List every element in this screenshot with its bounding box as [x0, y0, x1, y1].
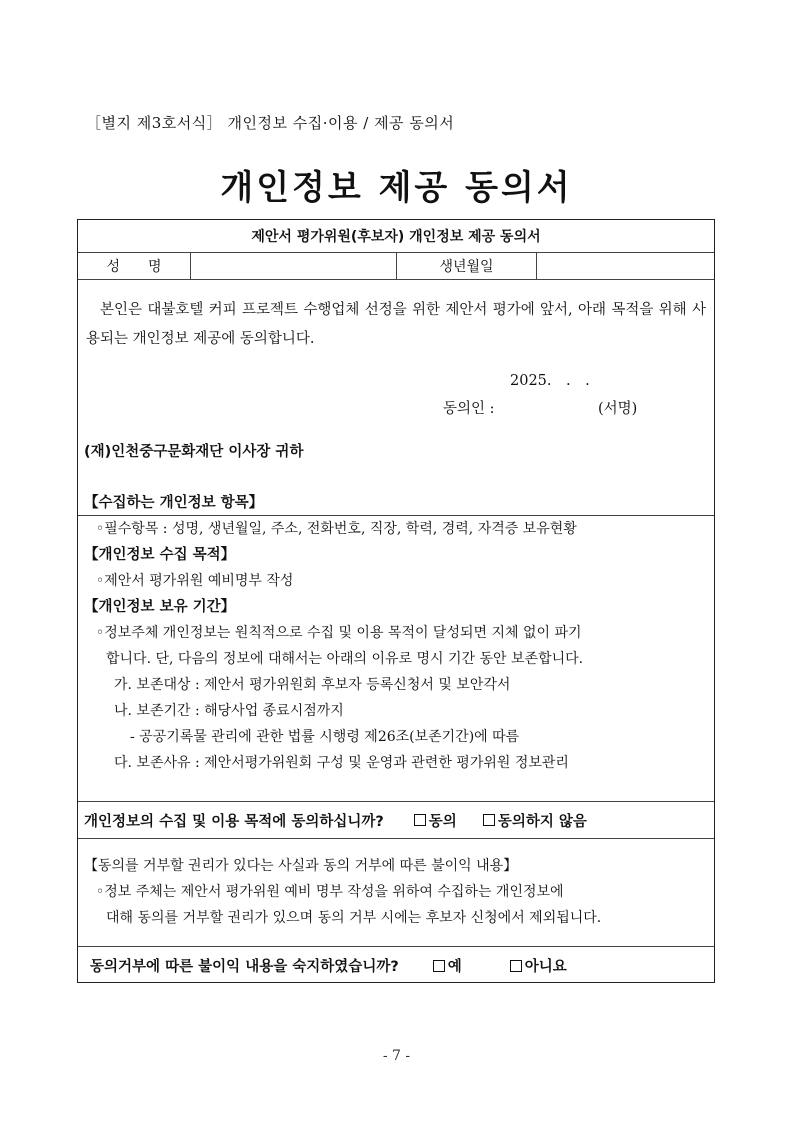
disagree-label: 동의하지 않음	[497, 813, 587, 830]
checkbox-square-icon	[414, 814, 426, 826]
page-number: - 7 -	[382, 1048, 411, 1064]
checkbox-square-icon	[433, 960, 445, 972]
consent-statement: 본인은 대불호텔 커피 프로젝트 수행업체 선정을 위한 제안서 평가에 앞서, 아래 목적을 위해 사용되는 개인정보 제공에 동의합니다.	[86, 302, 706, 347]
disagree-checkbox[interactable]	[483, 810, 587, 831]
retention-item-b: 나. 보존기간 : 해당사업 종료시점까지	[114, 703, 344, 719]
items-heading: 【수집하는 개인정보 항목】	[84, 495, 264, 511]
agree-checkbox[interactable]	[414, 810, 457, 831]
details-section	[78, 456, 714, 802]
retention-item-b-sub: - 공공기록물 관리에 관한 법률 시행령 제26조(보존기간)에 따름	[130, 729, 520, 745]
yes-label: 예	[447, 959, 462, 975]
retention-item-a: 가. 보존대상 : 제안서 평가위원회 후보자 등록신청서 및 보안각서	[114, 677, 511, 693]
refusal-section	[78, 839, 714, 947]
retention-line-2: 합니다. 단, 다음의 정보에 대해서는 아래의 이유로 명시 기간 동안 보존합니다.	[106, 651, 584, 667]
acknowledge-question: 동의거부에 따른 불이익 내용을 숙지하였습니까?	[90, 959, 399, 975]
consent-form	[77, 219, 715, 983]
checkbox-square-icon	[510, 960, 522, 972]
purpose-heading: 【개인정보 수집 목적】	[84, 547, 236, 563]
retention-item-c: 다. 보존사유 : 제안서평가위원회 구성 및 운영과 관련한 평가위원 정보관리	[114, 755, 569, 771]
date-field[interactable]: 2025. . .	[510, 373, 590, 389]
retention-heading: 【개인정보 보유 기간】	[84, 599, 236, 615]
consent-question: 개인정보의 수집 및 이용 목적에 동의하십니까?	[84, 813, 384, 830]
checkbox-square-icon	[483, 814, 495, 826]
consent-question-row	[78, 802, 714, 839]
birth-field[interactable]	[537, 253, 714, 279]
birth-label: 생년월일	[397, 253, 537, 279]
refusal-line-1: ◦정보 주체는 제안서 평가위원 예비 명부 작성을 위하여 수집하는 개인정보에	[96, 884, 564, 900]
signature-field[interactable]: (서명)	[598, 401, 638, 417]
refusal-heading: 【동의를 거부할 권리가 있다는 사실과 동의 거부에 따른 불이익 내용】	[84, 858, 518, 874]
no-checkbox[interactable]	[510, 955, 567, 976]
name-label: 성 명	[78, 253, 191, 279]
addressee: (재)인천중구문화재단 이사장 귀하	[84, 444, 304, 460]
info-row	[78, 253, 714, 280]
purpose-text: ◦제안서 평가위원 예비명부 작성	[96, 573, 294, 589]
yes-checkbox[interactable]	[433, 955, 462, 976]
no-label: 아니요	[524, 959, 567, 975]
document-title: 개인정보 제공 동의서	[220, 168, 573, 208]
refusal-line-2: 대해 동의를 거부할 권리가 있으며 동의 거부 시에는 후보자 신청에서 제외됩니다.	[106, 910, 602, 926]
acknowledge-question-row	[78, 947, 714, 984]
form-caption: ［별지 제3호서식］ 개인정보 수집·이용 / 제공 동의서	[86, 114, 455, 132]
form-header: 제안서 평가위원(후보자) 개인정보 제공 동의서	[78, 220, 714, 253]
consenter-label: 동의인 :	[443, 401, 495, 417]
items-text: ◦필수항목 : 성명, 생년월일, 주소, 전화번호, 직장, 학력, 경력, 자격증 보유현황	[96, 521, 577, 537]
agree-label: 동의	[428, 813, 457, 830]
name-field[interactable]	[191, 253, 397, 279]
retention-line-1: ◦정보주체 개인정보는 원칙적으로 수집 및 이용 목적이 달성되면 지체 없이 파기	[96, 625, 582, 641]
